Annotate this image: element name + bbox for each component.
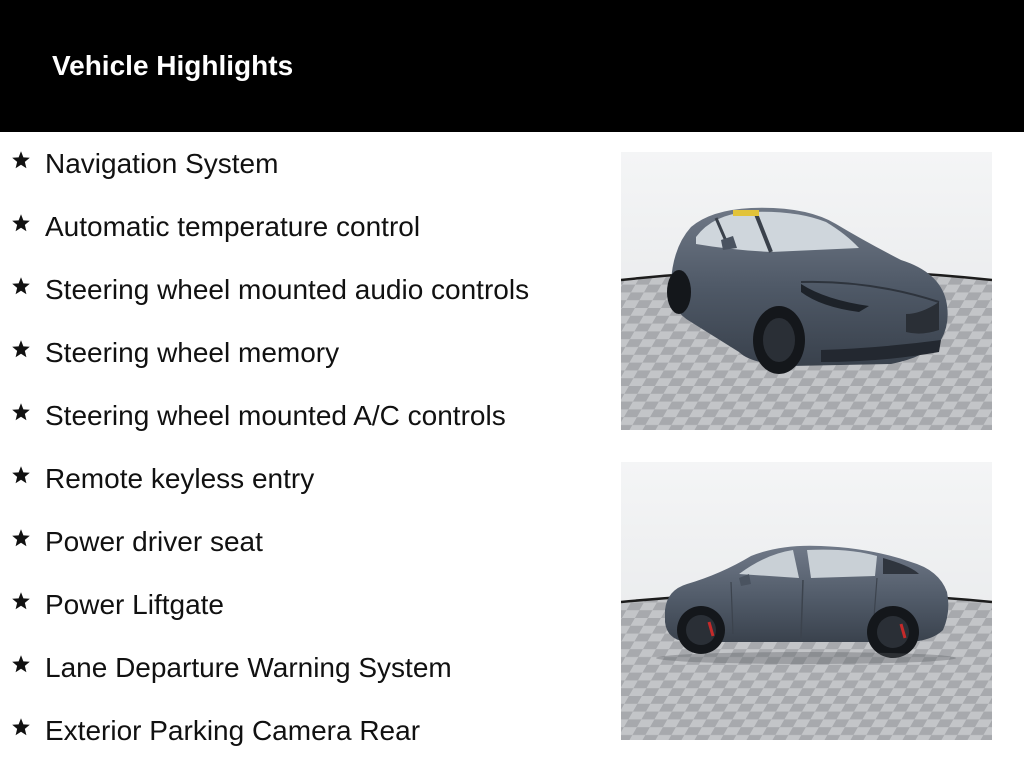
star-icon [10,275,32,297]
feature-item [0,523,600,586]
page-header [0,0,1024,132]
feature-label: Power Liftgate [45,589,224,620]
feature-item [0,460,600,523]
feature-label: Power driver seat [45,526,263,557]
feature-label: Exterior Parking Camera Rear [45,715,421,746]
feature-item [0,271,600,334]
feature-item [0,208,600,271]
vehicle-side-illustration [621,462,992,740]
vehicle-photo-side[interactable] [621,462,992,740]
feature-item [0,712,600,775]
star-icon [10,716,32,738]
feature-item [0,586,600,649]
vehicle-front-illustration [621,152,992,430]
star-icon [10,527,32,549]
star-icon [10,212,32,234]
page-title: Vehicle Highlights [52,50,294,81]
star-icon [10,149,32,171]
feature-label: Steering wheel mounted A/C controls [45,400,506,431]
feature-label: Remote keyless entry [45,463,315,494]
star-icon [10,590,32,612]
feature-item [0,397,600,460]
feature-item [0,145,600,208]
feature-label: Steering wheel mounted audio controls [45,274,530,305]
feature-item [0,334,600,397]
feature-list [0,145,600,775]
feature-label: Navigation System [45,148,279,179]
vehicle-photo-front[interactable] [621,152,992,430]
feature-item [0,649,600,712]
star-icon [10,653,32,675]
star-icon [10,464,32,486]
feature-label: Steering wheel memory [45,337,340,368]
star-icon [10,338,32,360]
feature-label: Lane Departure Warning System [45,652,452,683]
star-icon [10,401,32,423]
feature-label: Automatic temperature control [45,211,421,242]
